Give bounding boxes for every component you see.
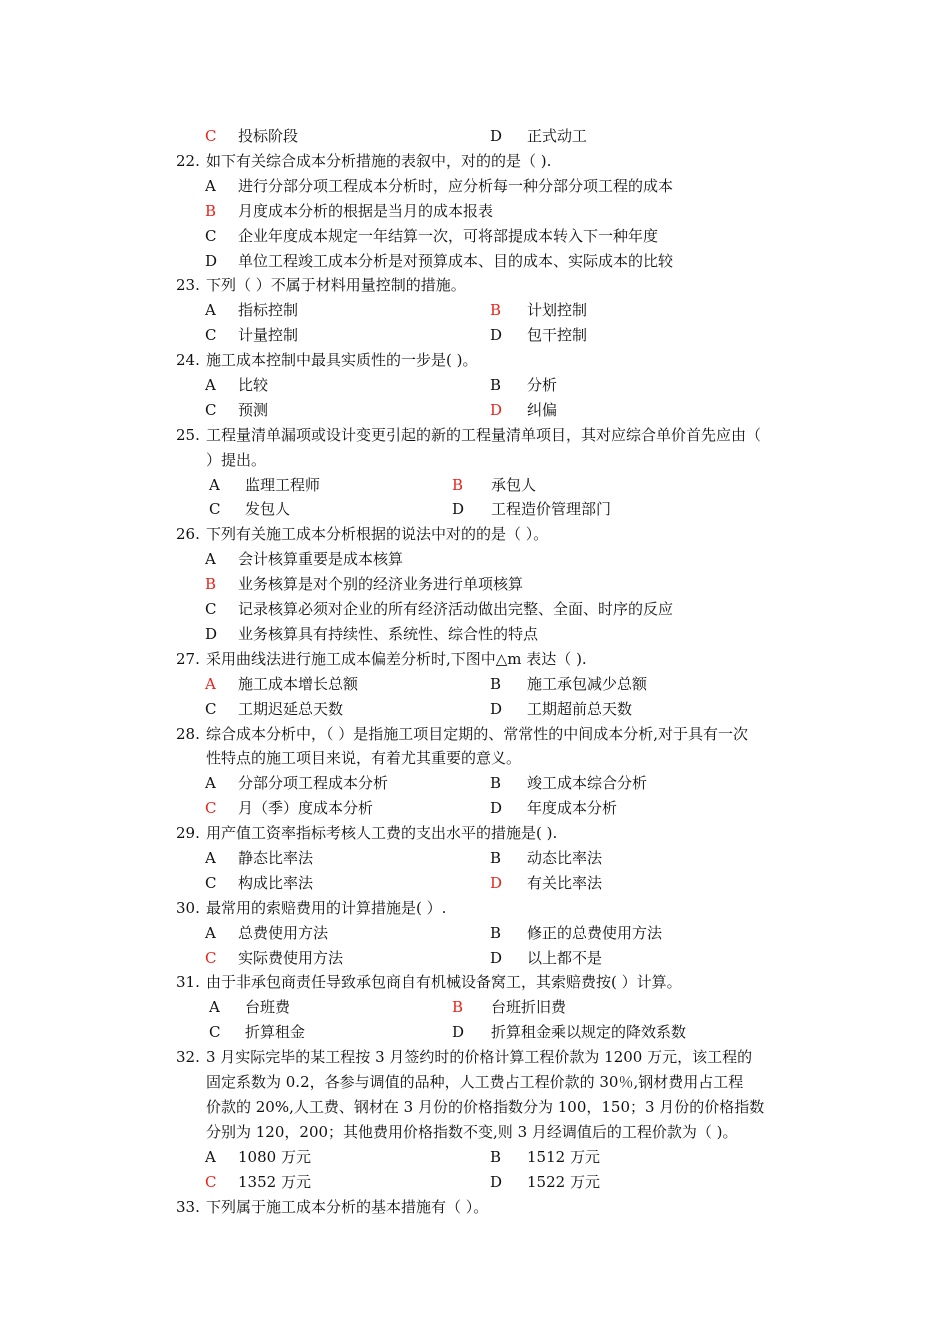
option-text: 1352 万元 xyxy=(238,1173,311,1191)
option-letter: D xyxy=(452,500,465,518)
option-letter: C xyxy=(209,500,221,518)
option-letter: C xyxy=(205,700,217,718)
question-text: 下列属于施工成本分析的基本措施有（ ）。 xyxy=(206,1198,489,1216)
option-row xyxy=(0,871,950,895)
question-number: 33. xyxy=(176,1198,200,1216)
option-text: 企业年度成本规定一年结算一次，可将部提成本转入下一种年度 xyxy=(238,227,659,245)
question xyxy=(0,522,950,546)
question xyxy=(0,896,950,920)
option-row xyxy=(0,323,950,347)
option-letter: B xyxy=(490,924,502,942)
option-text: 1080 万元 xyxy=(238,1148,311,1166)
option-row xyxy=(0,373,950,397)
question-text: 下列（ ）不属于材料用量控制的措施。 xyxy=(206,276,466,294)
question xyxy=(0,348,950,372)
question-text: 固定系数为 0.2，各参与调值的品种，人工费占工程价款的 30％,钢材费用占工程 xyxy=(206,1073,744,1091)
option-row xyxy=(0,771,950,795)
option-letter: A xyxy=(205,550,216,568)
question-continuation xyxy=(0,448,950,472)
option-text: 业务核算具有持续性、系统性、综合性的特点 xyxy=(238,625,539,643)
option-text: 动态比率法 xyxy=(527,849,603,867)
option-text: 工期超前总天数 xyxy=(527,700,633,718)
option-letter: B xyxy=(490,376,502,394)
option-text: 构成比率法 xyxy=(238,874,314,892)
option-letter: D xyxy=(490,326,503,344)
option-text: 竣工成本综合分析 xyxy=(527,774,648,792)
option-row xyxy=(0,174,950,198)
option-letter: C xyxy=(205,799,217,817)
option-text: 工程造价管理部门 xyxy=(491,500,612,518)
question-text: 最常用的索赔费用的计算措施是( ）. xyxy=(206,899,447,917)
question-number: 24. xyxy=(176,351,200,369)
option-text: 台班费 xyxy=(245,998,291,1016)
question-text: 工程量清单漏项或设计变更引起的新的工程量清单项目，其对应综合单价首先应由（ xyxy=(206,426,762,444)
option-text: 发包人 xyxy=(245,500,291,518)
question xyxy=(0,1195,950,1219)
option-text: 预测 xyxy=(238,401,269,419)
option-text: 施工成本增长总额 xyxy=(238,675,359,693)
question xyxy=(0,149,950,173)
option-text: 月（季）度成本分析 xyxy=(238,799,374,817)
option-letter: D xyxy=(490,949,503,967)
option-text: 比较 xyxy=(238,376,269,394)
option-row xyxy=(0,946,950,970)
option-row xyxy=(0,1170,950,1194)
question-number: 26. xyxy=(176,525,200,543)
question-number: 23. xyxy=(176,276,200,294)
option-row xyxy=(0,1145,950,1169)
option-row xyxy=(0,597,950,621)
option-letter: B xyxy=(452,476,464,494)
question-text: 价款的 20%,人工费、钢材在 3 月份的价格指数分为 100，150；3 月份的价格指数 xyxy=(206,1098,765,1116)
option-letter: D xyxy=(205,625,218,643)
option-letter: A xyxy=(205,177,216,195)
option-letter: C xyxy=(205,874,217,892)
option-row xyxy=(0,796,950,820)
option-text: 分部分项工程成本分析 xyxy=(238,774,389,792)
question-text: 用产值工资率指标考核人工费的支出水平的措施是( ). xyxy=(206,824,558,842)
option-text: 年度成本分析 xyxy=(527,799,618,817)
question-number: 25. xyxy=(176,426,200,444)
question-text: 性特点的施工项目来说，有着尤其重要的意义。 xyxy=(206,749,522,767)
option-letter: C xyxy=(205,600,217,618)
question-text: 由于非承包商责任导致承包商自有机械设备窝工，其索赔费按( ）计算。 xyxy=(206,973,682,991)
option-letter: A xyxy=(209,998,220,1016)
option-row xyxy=(0,199,950,223)
question-continuation xyxy=(0,746,950,770)
question-number: 28. xyxy=(176,725,200,743)
question-number: 32. xyxy=(176,1048,200,1066)
option-text: 计划控制 xyxy=(527,301,588,319)
option-text: 承包人 xyxy=(491,476,537,494)
option-row xyxy=(0,846,950,870)
option-text: 纠偏 xyxy=(527,401,558,419)
question xyxy=(0,423,950,447)
option-row xyxy=(0,224,950,248)
option-row xyxy=(0,572,950,596)
option-text: 分析 xyxy=(527,376,558,394)
option-letter: C xyxy=(209,1023,221,1041)
option-row xyxy=(0,921,950,945)
option-row xyxy=(0,473,950,497)
option-row xyxy=(0,249,950,273)
question-text: 如下有关综合成本分析措施的表叙中，对的的是（ ). xyxy=(206,152,552,170)
option-letter: A xyxy=(205,301,216,319)
option-text: 业务核算是对个别的经济业务进行单项核算 xyxy=(238,575,524,593)
option-letter: A xyxy=(205,849,216,867)
option-text: 监理工程师 xyxy=(245,476,321,494)
option-text: 实际费使用方法 xyxy=(238,949,344,967)
option-text: 修正的总费使用方法 xyxy=(527,924,663,942)
option-letter: C xyxy=(205,326,217,344)
option-letter: C xyxy=(205,1173,217,1191)
option-text: 进行分部分项工程成本分析时，应分析每一种分部分项工程的成本 xyxy=(238,177,674,195)
question-number: 27. xyxy=(176,650,200,668)
question xyxy=(0,722,950,746)
question xyxy=(0,647,950,671)
question-continuation xyxy=(0,1095,950,1119)
option-letter: B xyxy=(205,202,217,220)
question-number: 30. xyxy=(176,899,200,917)
option-letter: B xyxy=(490,675,502,693)
question-text: 3 月实际完毕的某工程按 3 月签约时的价格计算工程价款为 1200 万元，该工程的 xyxy=(206,1048,753,1066)
option-text: 静态比率法 xyxy=(238,849,314,867)
option-letter: B xyxy=(490,301,502,319)
option-letter: C xyxy=(205,227,217,245)
option-letter: A xyxy=(205,774,216,792)
option-letter: C xyxy=(205,127,217,145)
option-text: 单位工程竣工成本分析是对预算成本、目的成本、实际成本的比较 xyxy=(238,252,674,270)
question xyxy=(0,821,950,845)
option-row xyxy=(0,547,950,571)
option-letter: B xyxy=(490,1148,502,1166)
question-text: 综合成本分析中，（ ）是指施工项目定期的、常常性的中间成本分析,对于具有一次 xyxy=(206,725,749,743)
option-letter: D xyxy=(490,799,503,817)
option-text: 包干控制 xyxy=(527,326,588,344)
option-text: 正式动工 xyxy=(527,127,588,145)
option-letter: B xyxy=(205,575,217,593)
option-letter: B xyxy=(490,849,502,867)
option-text: 折算租金乘以规定的降效系数 xyxy=(491,1023,687,1041)
option-letter: A xyxy=(205,1148,216,1166)
question-continuation xyxy=(0,1120,950,1144)
option-letter: D xyxy=(452,1023,465,1041)
option-row xyxy=(0,497,950,521)
option-letter: D xyxy=(490,1173,503,1191)
option-text: 1522 万元 xyxy=(527,1173,600,1191)
option-letter: B xyxy=(452,998,464,1016)
option-text: 以上都不是 xyxy=(527,949,603,967)
question-text: ）提出。 xyxy=(206,451,267,469)
option-letter: D xyxy=(490,700,503,718)
option-text: 月度成本分析的根据是当月的成本报表 xyxy=(238,202,494,220)
option-row xyxy=(0,697,950,721)
question xyxy=(0,1045,950,1069)
question xyxy=(0,273,950,297)
option-row xyxy=(0,622,950,646)
option-text: 施工承包减少总额 xyxy=(527,675,648,693)
option-text: 台班折旧费 xyxy=(491,998,567,1016)
question-text: 下列有关施工成本分析根据的说法中对的的是（ ）。 xyxy=(206,525,549,543)
option-text: 工期迟延总天数 xyxy=(238,700,344,718)
option-text: 有关比率法 xyxy=(527,874,603,892)
option-text: 1512 万元 xyxy=(527,1148,600,1166)
question-continuation xyxy=(0,1070,950,1094)
option-text: 投标阶段 xyxy=(238,127,299,145)
question-number: 31. xyxy=(176,973,200,991)
option-letter: C xyxy=(205,401,217,419)
option-text: 折算租金 xyxy=(245,1023,306,1041)
option-letter: A xyxy=(205,376,216,394)
question-text: 施工成本控制中最具实质性的一步是( )。 xyxy=(206,351,478,369)
option-letter: D xyxy=(205,252,218,270)
option-text: 记录核算必须对企业的所有经济活动做出完整、全面、时序的反应 xyxy=(238,600,674,618)
question-text: 分别为 120，200；其他费用价格指数不变,则 3 月经调值后的工程价款为（ )。 xyxy=(206,1123,738,1141)
option-letter: A xyxy=(209,476,220,494)
question-number: 22. xyxy=(176,152,200,170)
option-letter: B xyxy=(490,774,502,792)
question-text: 采用曲线法进行施工成本偏差分析时,下图中△m 表达（ ). xyxy=(206,650,587,668)
option-text: 总费使用方法 xyxy=(238,924,329,942)
option-row xyxy=(0,1020,950,1044)
option-letter: A xyxy=(205,924,216,942)
option-text: 会计核算重要是成本核算 xyxy=(238,550,404,568)
option-text: 计量控制 xyxy=(238,326,299,344)
option-letter: C xyxy=(205,949,217,967)
option-row xyxy=(0,672,950,696)
option-letter: D xyxy=(490,127,503,145)
option-text: 指标控制 xyxy=(238,301,299,319)
option-row xyxy=(0,124,950,148)
option-row xyxy=(0,995,950,1019)
question xyxy=(0,970,950,994)
option-letter: D xyxy=(490,401,503,419)
option-letter: A xyxy=(205,675,216,693)
option-row xyxy=(0,298,950,322)
option-letter: D xyxy=(490,874,503,892)
question-number: 29. xyxy=(176,824,200,842)
option-row xyxy=(0,398,950,422)
